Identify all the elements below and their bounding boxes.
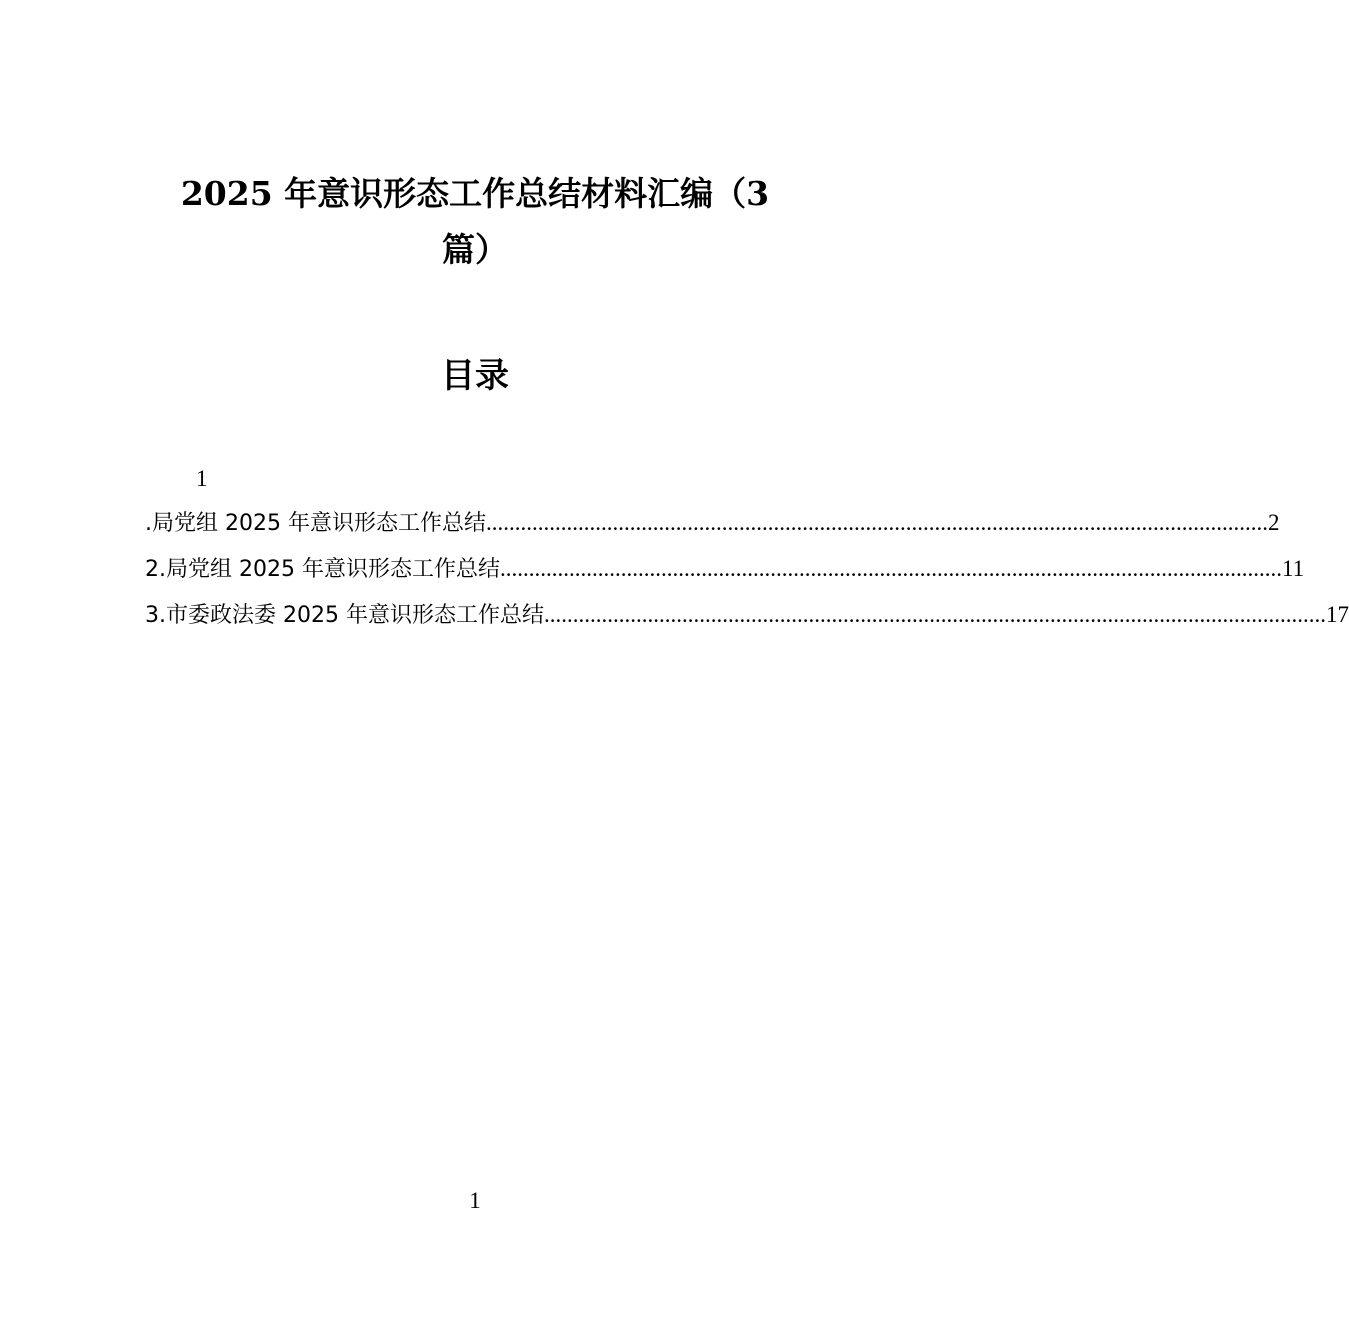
page-number: 1 bbox=[469, 1188, 481, 1213]
toc-leader-dots: ........................................................................................................................................ bbox=[499, 556, 1282, 581]
toc-wrapped-number: 1 bbox=[196, 466, 208, 491]
toc-entry-title: .局党组 2025 年意识形态工作总结 bbox=[145, 511, 486, 536]
toc-leader-dots: ........................................................................................................................................ bbox=[543, 602, 1326, 627]
toc-entry-title: 2.局党组 2025 年意识形态工作总结 bbox=[145, 557, 500, 582]
toc-entry-1[interactable] bbox=[145, 506, 1280, 540]
toc-entry-2[interactable] bbox=[145, 552, 1305, 586]
toc-entry-page: 2 bbox=[1267, 510, 1280, 535]
toc-heading: 目录 bbox=[441, 356, 509, 396]
toc-entry-page: 11 bbox=[1281, 556, 1305, 581]
toc-entry-page: 17 bbox=[1325, 602, 1349, 627]
document-title-line-2: 篇） bbox=[442, 230, 508, 269]
toc-entry-3[interactable] bbox=[145, 598, 1349, 632]
toc-entry-title: 3.市委政法委 2025 年意识形态工作总结 bbox=[145, 603, 544, 628]
document-title-line-1: 2025 年意识形态工作总结材料汇编（3 bbox=[180, 174, 770, 213]
toc-leader-dots: ........................................................................................................................................ bbox=[485, 510, 1268, 535]
document-title bbox=[150, 166, 800, 278]
